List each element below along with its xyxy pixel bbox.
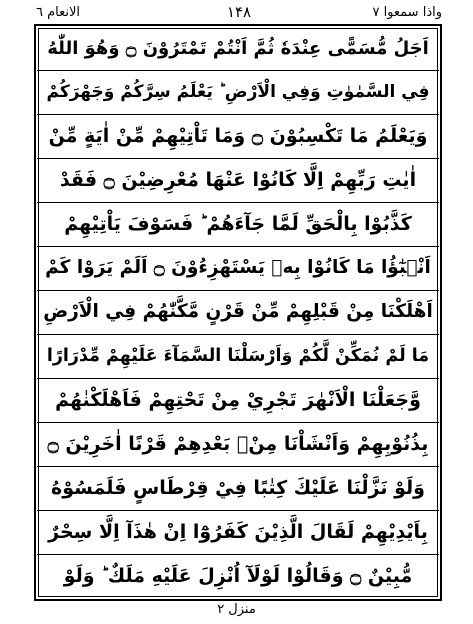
surah-name: الانعام ٦: [36, 5, 81, 20]
verse-line: بِاَيْدِيْهِمْ لَقَالَ الَّذِيْنَ كَفَرُوْٓا اِنْ هٰذَآ اِلَّا سِحْرٌ: [37, 511, 439, 555]
quran-text-block: [37, 27, 439, 598]
verse-line: اَنْۢبٰٓؤُا مَا كَانُوْا بِهٖ يَسْتَهْزِءُوْنَ ۝ اَلَمْ يَرَوْا كَمْ: [37, 247, 439, 291]
verse-line: كَذَّبُوْا بِالْحَقِّ لَمَّا جَآءَهُمْ ؕ فَسَوْفَ يَاْتِيْهِمْ: [37, 203, 439, 247]
verse-line: مَا لَمْ نُمَكِّنْ لَّكُمْ وَاَرْسَلْنَا السَّمَآءَ عَلَيْهِمْ مِّدْرَارًا: [37, 335, 439, 379]
verse-line: مُّبِيْنٌ ۝ وَقَالُوْا لَوْلَآ اُنْزِلَ عَلَيْهِ مَلَكٌ ؕ وَلَوْ: [63, 565, 413, 587]
verse-line: اَهْلَكْنَا مِنْ قَبْلِهِمْ مِّنْ قَرْنٍ مَّكَّنّٰهُمْ فِي الْاَرْضِ: [37, 291, 439, 335]
verse-line: بِذُنُوْبِهِمْ وَاَنْشَاْنَا مِنْۢ بَعْدِهِمْ قَرْنًا اٰخَرِيْنَ ۝: [37, 423, 439, 467]
verse-line: فِي السَّمٰوٰتِ وَفِي الْاَرْضِ ؕ يَعْلَمُ سِرَّكُمْ وَجَهْرَكُمْ: [37, 71, 439, 115]
verse-line: اَجَلُ مُّسَمًّى عِنْدَهٗ ثُمَّ اَنْتُمْ تَمْتَرُوْنَ ۝ وَهُوَ اللّٰهُ: [37, 27, 439, 71]
verse-line: وَلَوْ نَزَّلْنَا عَلَيْكَ كِتٰبًا فِيْ قِرْطَاسٍ فَلَمَسُوْهُ: [37, 467, 439, 511]
verse-line: وَيَعْلَمُ مَا تَكْسِبُوْنَ ۝ وَمَا تَاْتِيْهِمْ مِّنْ اٰيَةٍ مِّنْ: [37, 115, 439, 159]
verse-line: اٰيٰتِ رَبِّهِمْ اِلَّا كَانُوْا عَنْهَا مُعْرِضِيْنَ ۝ فَقَدْ: [37, 159, 439, 203]
verse-line: وَّجَعَلْنَا الْاَنْهٰرَ تَجْرِيْ مِنْ تَحْتِهِمْ فَاَهْلَكْنٰهُمْ: [37, 379, 439, 423]
page-number: ۱۴۸: [226, 3, 252, 21]
juz-name: واذا سمعوا ۷: [372, 5, 442, 20]
page-header: [36, 3, 442, 23]
manzil-footer: منزل ٢: [217, 602, 256, 617]
